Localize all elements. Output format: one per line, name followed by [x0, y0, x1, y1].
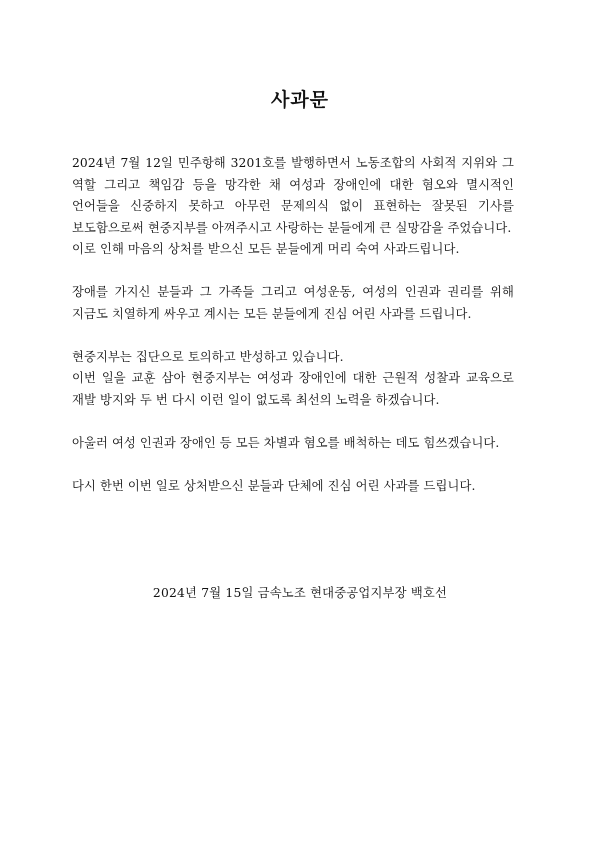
document-signature: 2024년 7월 15일 금속노조 현대중공업지부장 백호선 [152, 586, 448, 600]
paragraph-apology-disabled-women: 장애를 가지신 분들과 그 가족들 그리고 여성운동, 여성의 인권과 권리를 위해 지금도 치열하게 싸우고 계시는 모든 분들에게 진심 어린 사과를 드립니다. [72, 285, 514, 321]
paragraph-commitment: 아울러 여성 인권과 장애인 등 모든 차별과 혐오를 배척하는 데도 힘쓰겠습니다. [72, 435, 500, 450]
paragraph-spacer [72, 261, 514, 283]
document-body [72, 153, 514, 497]
paragraph-incident: 2024년 7월 12일 민주항해 3201호를 발행하면서 노동조합의 사회적 지위와 그 역할 그리고 책임감 등을 망각한 채 여성과 장애인에 대한 혐오와 멸시적인 언어들을 신중하지 못하고 아무런 문제의식 없이 표현하는 잘못된 기사를 보도함으로써 현중지부를 아껴주시고 사랑하는 분들에게 큰 실망감을 주었습니다. [72, 156, 514, 235]
paragraph-final-apology: 다시 한번 이번 일로 상처받으신 분들과 단체에 진심 어린 사과를 드립니다. [72, 478, 476, 493]
paragraph-spacer [72, 325, 514, 347]
paragraph-spacer [72, 411, 514, 433]
paragraph-prevention: 이번 일을 교훈 삼아 현중지부는 여성과 장애인에 대한 근원적 성찰과 교육으로 재발 방지와 두 번 다시 이런 일이 없도록 최선의 노력을 하겠습니다. [72, 371, 514, 407]
paragraph-reflection: 현중지부는 집단으로 토의하고 반성하고 있습니다. [72, 349, 344, 364]
paragraph-apology: 이로 인해 마음의 상처를 받으신 모든 분들에게 머리 숙여 사과드립니다. [72, 242, 460, 256]
paragraph-spacer [72, 454, 514, 476]
document-title: 사과문 [270, 89, 330, 111]
